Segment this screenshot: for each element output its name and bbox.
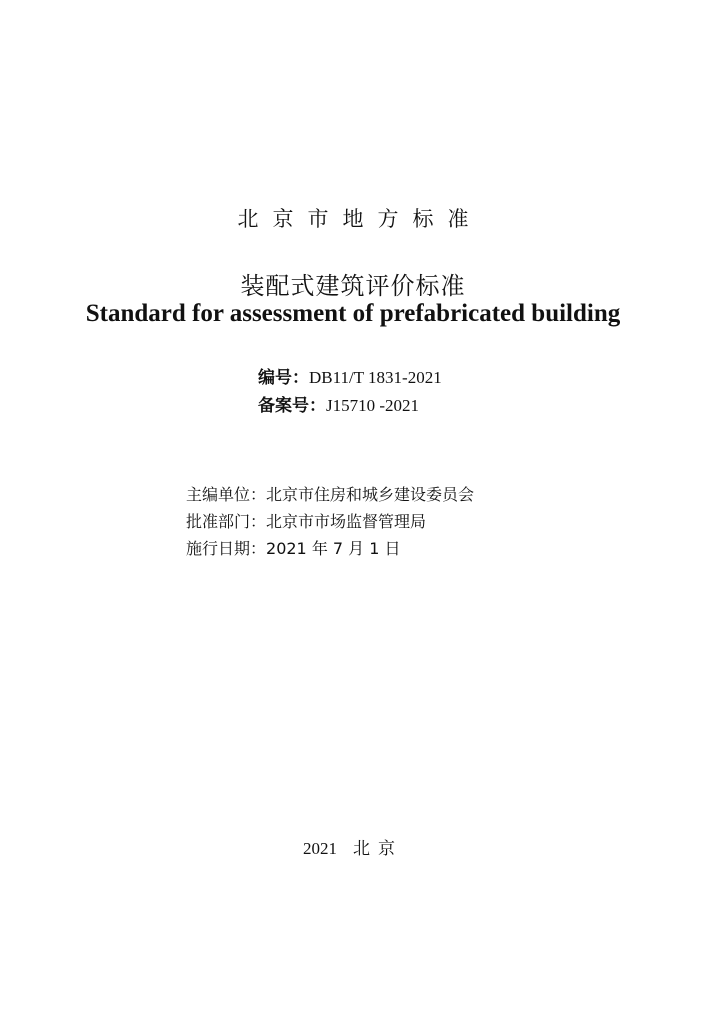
approver-value: 北京市市场监督管理局 <box>266 512 427 531</box>
footer-year: 2021 <box>303 839 337 858</box>
effective-date-row <box>186 535 474 562</box>
record-number-value: J15710 -2021 <box>326 396 420 415</box>
footer-city: 北京 <box>353 839 403 859</box>
record-number-row <box>258 392 442 420</box>
standard-number-row <box>258 364 442 392</box>
effective-date-value: 2021 年 7 月 1 日 <box>266 539 401 558</box>
series-title: 北京市地方标准 <box>237 207 483 231</box>
effective-date-label: 施行日期： <box>186 539 267 558</box>
document-title-english: Standard for assessment of prefabricated building <box>85 300 621 327</box>
editor-row <box>186 481 474 508</box>
editor-label: 主编单位： <box>186 485 267 504</box>
approver-label: 批准部门： <box>186 512 267 531</box>
document-codes <box>258 364 442 420</box>
publication-info <box>186 481 474 562</box>
standard-number-label: 编号： <box>258 368 309 388</box>
standard-number-value: DB11/T 1831-2021 <box>309 368 442 387</box>
record-number-label: 备案号： <box>258 396 326 416</box>
editor-value: 北京市住房和城乡建设委员会 <box>266 485 475 504</box>
footer <box>0 834 706 859</box>
document-title-chinese: 装配式建筑评价标准 <box>240 272 466 300</box>
approver-row <box>186 508 474 535</box>
